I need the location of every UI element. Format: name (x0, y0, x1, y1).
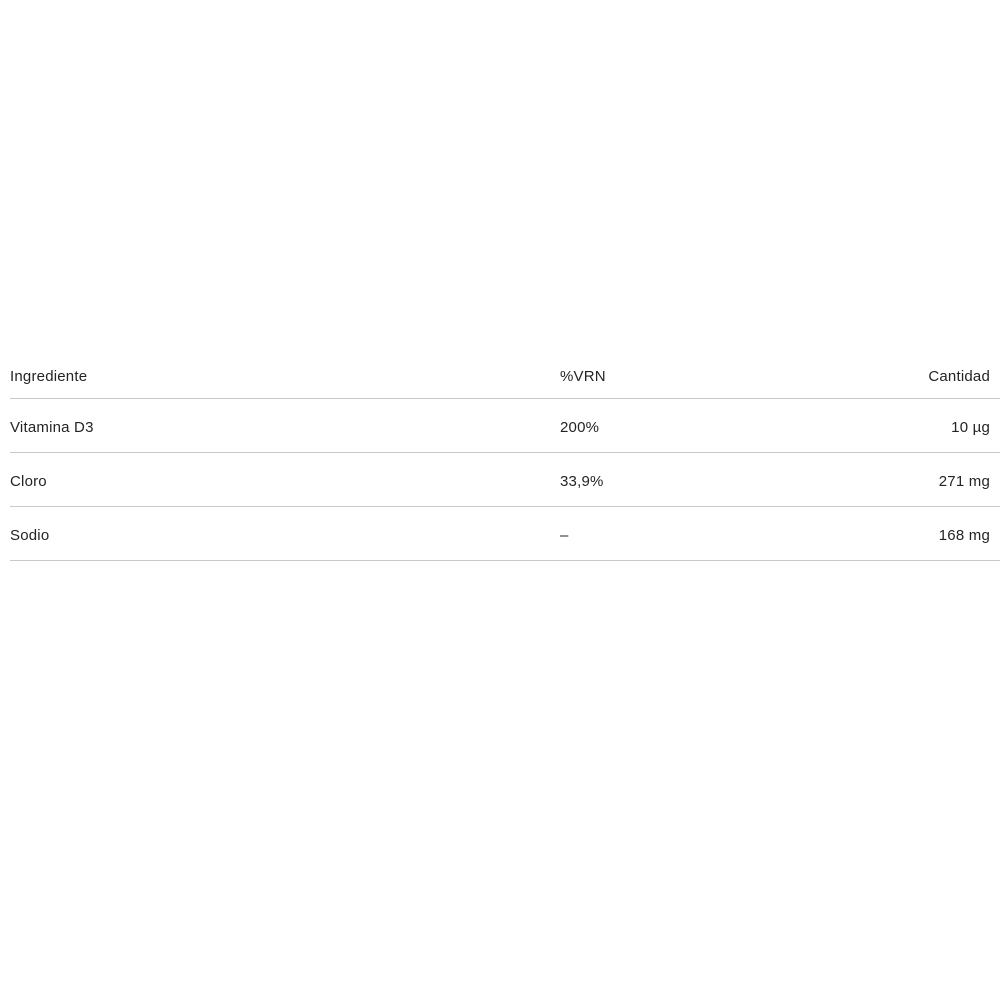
cell-vrn: 33,9% (560, 453, 905, 507)
table-row (10, 399, 1000, 453)
cell-vrn: – (560, 507, 905, 561)
column-header-ingredient: Ingrediente (10, 368, 560, 399)
column-header-vrn: %VRN (560, 368, 905, 399)
nutrition-table-container (10, 368, 990, 561)
column-header-amount: Cantidad (905, 368, 1000, 399)
cell-amount: 10 µg (905, 399, 1000, 453)
cell-ingredient: Sodio (10, 507, 560, 561)
cell-ingredient: Cloro (10, 453, 560, 507)
table-header-row (10, 368, 1000, 399)
nutrition-table (10, 368, 1000, 561)
table-row (10, 507, 1000, 561)
cell-vrn: 200% (560, 399, 905, 453)
cell-amount: 271 mg (905, 453, 1000, 507)
table-row (10, 453, 1000, 507)
cell-amount: 168 mg (905, 507, 1000, 561)
table-body (10, 399, 1000, 561)
cell-ingredient: Vitamina D3 (10, 399, 560, 453)
table-header (10, 368, 1000, 399)
